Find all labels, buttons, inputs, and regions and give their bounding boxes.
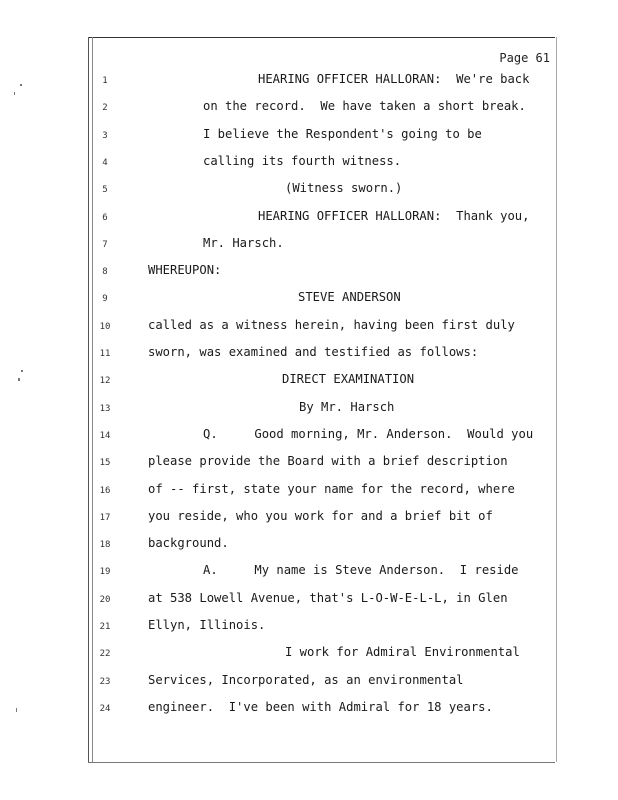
line-number: 12 (99, 376, 111, 387)
line-text: at 538 Lowell Avenue, that's L-O-W-E-L-L, in Glen (148, 590, 508, 605)
line-text: please provide the Board with a brief description (148, 454, 508, 469)
line-text: sworn, was examined and testified as follows: (148, 345, 479, 359)
transcript-line (0, 236, 618, 263)
line-number: 13 (99, 403, 111, 414)
line-text: STEVE ANDERSON (298, 290, 401, 305)
transcript-line (0, 372, 618, 399)
transcript-line (0, 454, 618, 481)
line-number: 3 (102, 130, 108, 141)
line-text: background. (148, 536, 229, 551)
top-rule (88, 37, 555, 38)
line-number: 19 (99, 567, 111, 578)
transcript-line (0, 154, 618, 181)
line-text: A. My name is Steve Anderson. I reside (203, 563, 519, 578)
transcript-line (0, 536, 618, 563)
line-text: Q. Good morning, Mr. Anderson. Would you (203, 426, 534, 441)
line-text: I believe the Respondent's going to be (203, 126, 482, 141)
line-number: 11 (99, 349, 111, 359)
transcript-line (0, 563, 618, 590)
line-text: you reside, who you work for and a brief bit of (148, 508, 493, 523)
line-number: 8 (102, 267, 108, 278)
transcript-line (0, 645, 618, 672)
line-text: By Mr. Harsch (299, 399, 395, 414)
bottom-rule (88, 762, 555, 763)
transcript-line (0, 618, 618, 645)
transcript-line (0, 181, 618, 208)
transcript-line (0, 99, 618, 126)
transcript-line (0, 700, 618, 727)
line-number: 14 (99, 430, 111, 441)
line-text: Mr. Harsch. (203, 235, 284, 250)
line-number: 7 (102, 239, 108, 250)
transcript-line (0, 263, 618, 290)
line-text: called as a witness herein, having been first duly (148, 317, 515, 332)
line-number: 10 (99, 321, 111, 332)
line-text: HEARING OFFICER HALLORAN: Thank you, (258, 208, 530, 223)
scan-speck (20, 84, 22, 86)
line-text: on the record. We have taken a short break. (203, 99, 526, 114)
line-number: 22 (99, 649, 111, 660)
line-text: calling its fourth witness. (203, 153, 402, 168)
line-number: 21 (99, 622, 111, 632)
line-text: DIRECT EXAMINATION (282, 372, 415, 387)
line-number: 24 (99, 703, 111, 714)
transcript-line (0, 345, 618, 372)
scan-speck (18, 378, 20, 381)
transcript-line (0, 290, 618, 317)
line-number: 6 (102, 212, 108, 223)
line-text: of -- first, state your name for the record, where (148, 481, 515, 496)
transcript-line (0, 72, 618, 99)
line-number: 2 (102, 103, 108, 114)
transcript-line (0, 318, 618, 345)
line-number: 17 (99, 512, 111, 523)
scan-speck (14, 92, 15, 95)
line-number: 4 (102, 157, 108, 168)
line-text: engineer. I've been with Admiral for 18 years. (148, 699, 493, 714)
line-number: 16 (99, 485, 111, 496)
line-number: 9 (102, 294, 108, 305)
scan-speck (16, 708, 17, 712)
line-number: 18 (99, 540, 111, 551)
line-text: Services, Incorporated, as an environmental (148, 672, 464, 687)
transcript-line (0, 482, 618, 509)
transcript-line (0, 591, 618, 618)
transcript-line (0, 509, 618, 536)
line-number: 5 (102, 185, 108, 196)
transcript-line (0, 209, 618, 236)
line-number: 1 (102, 76, 108, 86)
line-text: I work for Admiral Environmental (285, 645, 520, 660)
line-number: 23 (99, 676, 111, 687)
scan-speck (21, 370, 23, 372)
transcript-line (0, 673, 618, 700)
line-text: HEARING OFFICER HALLORAN: We're back (258, 72, 530, 86)
transcript-line (0, 427, 618, 454)
line-number: 20 (99, 594, 111, 605)
transcript-line (0, 127, 618, 154)
page-number: Page 61 (499, 51, 550, 65)
line-number: 15 (99, 458, 111, 469)
transcript-line (0, 400, 618, 427)
line-text: (Witness sworn.) (285, 181, 403, 196)
line-text: Ellyn, Illinois. (148, 618, 266, 632)
line-text: WHEREUPON: (148, 263, 222, 278)
